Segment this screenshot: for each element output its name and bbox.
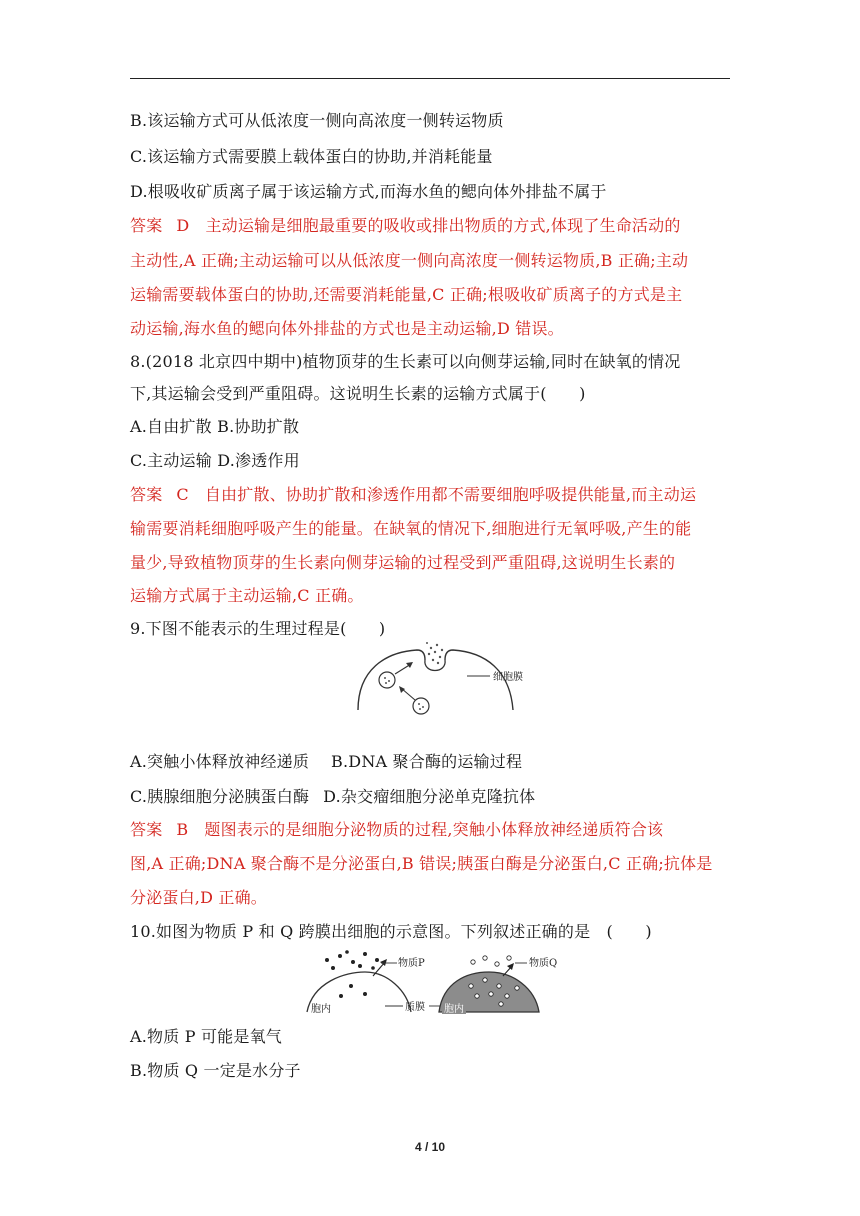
q9-option-d: D.杂交瘤细胞分泌单克隆抗体: [323, 787, 536, 806]
vesicle-contents: [418, 703, 424, 710]
released-particles: [426, 642, 443, 664]
answer-tag: 答案: [130, 820, 163, 839]
q8-stem-line-1: 8.(2018 北京四中期中)植物顶芽的生长素可以向侧芽运输,同时在缺氧的情况: [130, 352, 681, 371]
q7-option-d: D.根吸收矿质离子属于该运输方式,而海水鱼的鳃向体外排盐不属于: [130, 182, 607, 201]
membrane-label: 质膜: [405, 1002, 425, 1013]
q8-answer-line-4: 运输方式属于主动运输,C 正确。: [130, 586, 364, 605]
vesicle: [413, 698, 429, 714]
page-number: 4 / 10: [414, 1140, 446, 1154]
q8-options-row-2: C.主动运输 D.渗透作用: [130, 451, 300, 470]
q8-stem-line-2: 下,其运输会受到严重阻碍。这说明生长素的运输方式属于( ): [130, 384, 586, 403]
answer-letter: B: [176, 820, 189, 839]
q9-answer-line-2: 图,A 正确;DNA 聚合酶不是分泌蛋白,B 错误;胰蛋白酶是分泌蛋白,C 正确;抗体是: [130, 854, 713, 873]
q9-option-a: A.突触小体释放神经递质: [130, 752, 310, 771]
answer-letter: C: [176, 485, 189, 504]
answer-text: 题图表示的是细胞分泌物质的过程,突触小体释放神经递质符合该: [204, 820, 664, 839]
arrow-head: [380, 959, 387, 966]
cell-membrane-exocytosis-figure: [345, 640, 535, 718]
q9-answer-line-1: [130, 819, 663, 841]
q9-stem: 9.下图不能表示的生理过程是( ): [130, 619, 386, 638]
q8-answer-line-3: 量少,导致植物顶芽的生长素向侧芽运输的过程受到严重阻碍,这说明生长素的: [130, 553, 676, 572]
q7-answer-line-3: 运输需要载体蛋白的协助,还需要消耗能量,C 正确;根吸收矿质离子的方式是主: [130, 285, 683, 304]
q8-answer-line-1: [130, 484, 696, 506]
q7-answer-line-2: 主动性,A 正确;主动运输可以从低浓度一侧向高浓度一侧转运物质,B 正确;主动: [130, 251, 689, 270]
answer-text: 自由扩散、协助扩散和渗透作用都不需要细胞呼吸提供能量,而主动运: [204, 485, 697, 504]
header-rule: [130, 78, 730, 79]
vesicle: [379, 672, 395, 688]
q9-options-row-1: [130, 751, 522, 773]
answer-tag: 答案: [130, 216, 163, 235]
q7-option-c: C.该运输方式需要膜上载体蛋白的协助,并消耗能量: [130, 147, 493, 166]
answer-tag: 答案: [130, 485, 163, 504]
right-inside-label: 胞内: [444, 1004, 464, 1015]
arrow-head: [399, 686, 405, 693]
q7-option-b: B.该运输方式可从低浓度一侧向高浓度一侧转运物质: [130, 111, 504, 130]
q9-option-b: B.DNA 聚合酶的运输过程: [331, 752, 523, 771]
q10-option-b: B.物质 Q 一定是水分子: [130, 1061, 301, 1080]
answer-text: 主动运输是细胞最重要的吸收或排出物质的方式,体现了生命活动的: [205, 216, 681, 235]
vesicle-contents: [384, 677, 390, 684]
membrane-transport-pq-figure: [305, 950, 565, 1016]
left-inside-label: 胞内: [311, 1004, 331, 1015]
q10-option-a: A.物质 P 可能是氧气: [130, 1027, 282, 1046]
substance-p-label: 物质P: [398, 958, 425, 969]
fusing-vesicle: [425, 660, 445, 671]
answer-letter: D: [176, 216, 190, 235]
q7-answer-line-4: 动运输,海水鱼的鳃向体外排盐的方式也是主动运输,D 错误。: [130, 319, 564, 338]
q8-answer-line-2: 输需要消耗细胞呼吸产生的能量。在缺氧的情况下,细胞进行无氧呼吸,产生的能: [130, 519, 692, 538]
q10-stem: 10.如图为物质 P 和 Q 跨膜出细胞的示意图。下列叙述正确的是 ( ): [130, 922, 652, 941]
substance-q-label: 物质Q: [529, 958, 558, 969]
membrane-label: 细胞膜: [493, 672, 523, 683]
q9-answer-line-3: 分泌蛋白,D 正确。: [130, 888, 268, 907]
q9-options-row-2: [130, 786, 535, 808]
arrow-head: [507, 963, 514, 970]
q8-options-row-1: A.自由扩散 B.协助扩散: [130, 417, 300, 436]
q7-answer-line-1: [130, 215, 681, 237]
q9-option-c: C.胰腺细胞分泌胰蛋白酶: [130, 787, 310, 806]
